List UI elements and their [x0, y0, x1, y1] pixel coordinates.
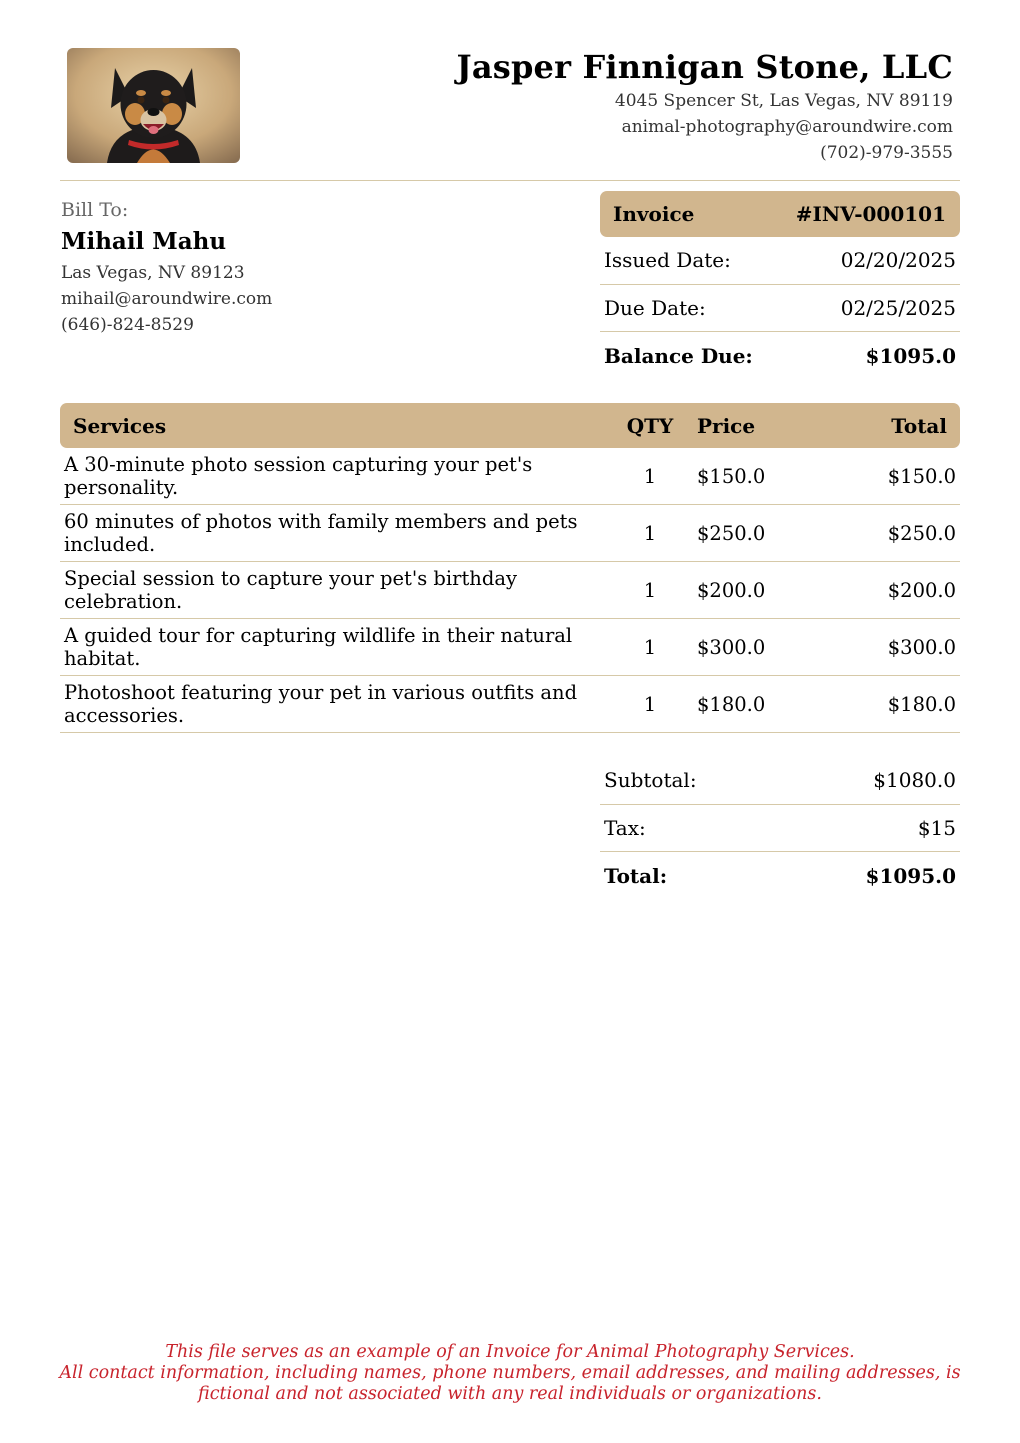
- bill-to-label: Bill To:: [61, 199, 129, 221]
- disclaimer-footer: [0, 1342, 1020, 1405]
- service-total: $200.0: [887, 578, 956, 602]
- balance-due-row: [600, 332, 960, 380]
- table-row: [60, 676, 960, 733]
- company-logo: [67, 48, 240, 163]
- grand-total-row: [600, 852, 960, 900]
- issued-date-label: Issued Date:: [604, 248, 731, 273]
- header-divider: [60, 180, 960, 181]
- header-qty: QTY: [626, 413, 674, 438]
- table-header: [60, 403, 960, 448]
- tax-row: [600, 805, 960, 853]
- disclaimer-line-1: This file serves as an example of an Invoice for Animal Photography Services.: [165, 1342, 855, 1362]
- due-date-label: Due Date:: [604, 295, 706, 320]
- disclaimer-line-2: All contact information, including names, phone numbers, email addresses, and mailing addresses, is: [59, 1363, 961, 1383]
- service-description: A guided tour for capturing wildlife in their natural habitat.: [64, 624, 573, 670]
- client-email: mihail@aroundwire.com: [61, 289, 273, 309]
- balance-due-value: $1095.0: [865, 343, 956, 368]
- due-date-value: 02/25/2025: [840, 295, 956, 320]
- invoice-summary: [600, 191, 960, 380]
- header-services: Services: [73, 413, 167, 438]
- service-total: $180.0: [887, 692, 956, 716]
- service-qty: 1: [643, 578, 657, 602]
- services-table: [60, 403, 960, 733]
- client-address: Las Vegas, NV 89123: [61, 263, 245, 283]
- grand-total-value: $1095.0: [865, 863, 956, 888]
- service-qty: 1: [643, 635, 657, 659]
- service-description: 60 minutes of photos with family members and pets included.: [64, 510, 578, 556]
- client-name: Mihail Mahu: [61, 228, 227, 255]
- balance-due-label: Balance Due:: [604, 343, 753, 368]
- service-price: $250.0: [697, 521, 766, 545]
- disclaimer-line-3: fictional and not associated with any real individuals or organizations.: [198, 1384, 822, 1404]
- client-phone: (646)-824-8529: [61, 315, 194, 335]
- invoice-number: #INV-000101: [795, 202, 946, 226]
- company-name: Jasper Finnigan Stone, LLC: [456, 48, 953, 86]
- company-phone: (702)-979-3555: [820, 143, 953, 163]
- service-qty: 1: [643, 521, 657, 545]
- subtotal-label: Subtotal:: [604, 768, 697, 793]
- issued-date-row: [600, 237, 960, 285]
- company-email: animal-photography@aroundwire.com: [621, 117, 953, 137]
- dog-portrait-icon: [67, 48, 240, 163]
- due-date-row: [600, 285, 960, 333]
- service-description: Special session to capture your pet's birthday celebration.: [64, 567, 517, 613]
- invoice-label: Invoice: [613, 202, 695, 226]
- service-price: $150.0: [697, 464, 766, 488]
- tax-label: Tax:: [604, 815, 646, 840]
- invoice-header-bar: [600, 191, 960, 237]
- subtotal-value: $1080.0: [873, 768, 956, 793]
- header-price: Price: [697, 413, 756, 438]
- service-price: $200.0: [697, 578, 766, 602]
- table-row: [60, 562, 960, 619]
- service-qty: 1: [643, 464, 657, 488]
- table-row: [60, 505, 960, 562]
- company-info: [456, 48, 953, 166]
- issued-date-value: 02/20/2025: [840, 248, 956, 273]
- bill-to-section: [61, 198, 272, 338]
- tax-value: $15: [917, 815, 956, 840]
- service-price: $300.0: [697, 635, 766, 659]
- totals-section: [600, 757, 960, 900]
- table-row: [60, 448, 960, 505]
- table-row: [60, 619, 960, 676]
- company-address: 4045 Spencer St, Las Vegas, NV 89119: [614, 91, 953, 111]
- header-total: Total: [891, 413, 947, 438]
- service-description: Photoshoot featuring your pet in various outfits and accessories.: [64, 681, 578, 727]
- subtotal-row: [600, 757, 960, 805]
- service-description: A 30-minute photo session capturing your pet's personality.: [64, 453, 533, 499]
- service-total: $250.0: [887, 521, 956, 545]
- service-price: $180.0: [697, 692, 766, 716]
- service-total: $150.0: [887, 464, 956, 488]
- service-qty: 1: [643, 692, 657, 716]
- service-total: $300.0: [887, 635, 956, 659]
- grand-total-label: Total:: [604, 863, 668, 888]
